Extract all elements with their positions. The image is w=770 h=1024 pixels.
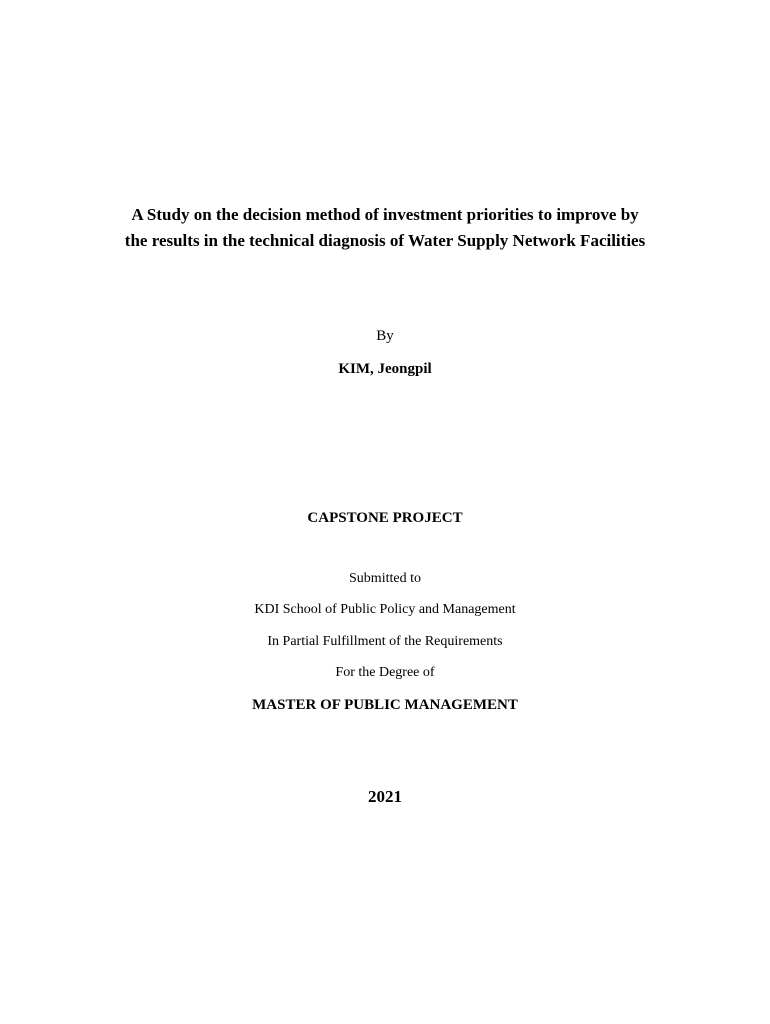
degree-intro: For the Degree of [335,665,435,680]
submitted-to-label: Submitted to [349,571,421,586]
author-name: KIM, Jeongpil [338,361,432,377]
fulfillment-statement: In Partial Fulfillment of the Requirements [267,634,503,649]
thesis-title-line-1: A Study on the decision method of investment priorities to improve by [131,205,639,224]
degree-name: MASTER OF PUBLIC MANAGEMENT [252,697,518,713]
submission-year: 2021 [368,787,402,806]
project-type: CAPSTONE PROJECT [307,510,463,526]
thesis-title [0,202,770,254]
by-label: By [376,328,394,344]
institution-name: KDI School of Public Policy and Management [254,602,516,617]
thesis-title-line-2: the results in the technical diagnosis of Water Supply Network Facilities [124,231,646,250]
